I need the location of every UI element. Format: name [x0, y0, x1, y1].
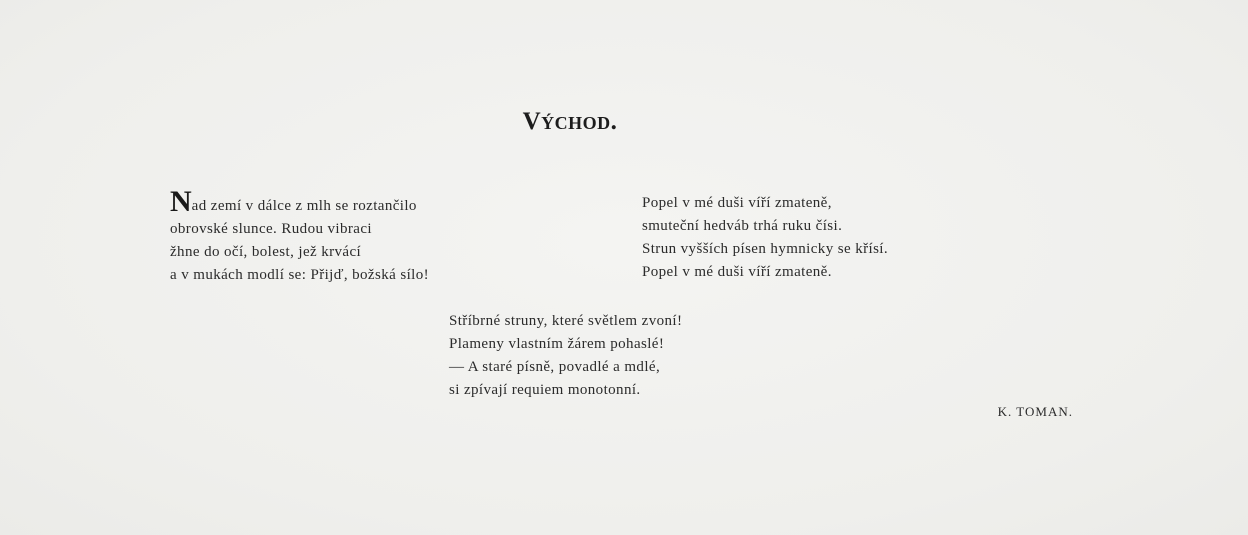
stanza-1-line-4: a v mukách modlí se: Přijď, božská sílo!: [170, 267, 429, 283]
stanza-2-line-1: Popel v mé duši víří zmateně,: [642, 195, 832, 211]
stanza-3-line-1: Stříbrné struny, které světlem zvoní!: [449, 313, 683, 329]
stanza-1-line-3: žhne do očí, bolest, jež krvácí: [170, 244, 362, 260]
stanza-3-line-4: si zpívají requiem monotonní.: [449, 382, 641, 398]
stanza-1-line-1-text: ad zemí v dálce z mlh se roztančilo: [191, 198, 417, 214]
stanza-2: [642, 192, 888, 284]
stanza-3-line-2: Plameny vlastním žárem pohaslé!: [449, 336, 665, 352]
drop-cap: N: [170, 185, 192, 218]
stanza-1-line-2: obrovské slunce. Rudou vibraci: [170, 221, 372, 237]
stanza-1: [170, 185, 429, 287]
stanza-1-line-1: [170, 185, 429, 218]
stanza-3-line-3: — A staré písně, povadlé a mdlé,: [449, 359, 661, 375]
author-signature: K. TOMAN.: [997, 404, 1073, 419]
poem-title: Východ.: [522, 108, 618, 135]
stanza-3: [449, 310, 682, 402]
stanza-2-line-4: Popel v mé duši víří zmateně.: [642, 264, 832, 280]
stanza-2-line-3: Strun vyšších písen hymnicky se křísí.: [642, 241, 889, 257]
stanza-2-line-2: smuteční hedváb trhá ruku čísi.: [642, 218, 843, 234]
